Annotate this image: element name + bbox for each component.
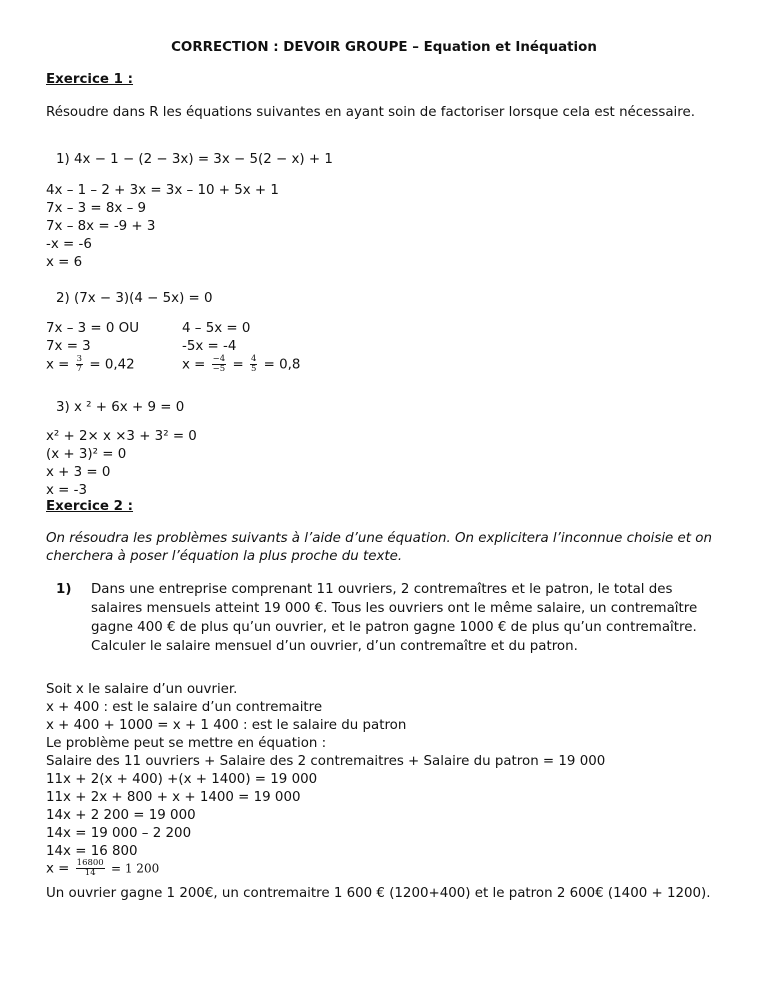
- exercise-2-heading: Exercice 2 :: [46, 499, 134, 514]
- solution-line: 11x + 2x + 800 + x + 1400 = 19 000: [46, 790, 301, 805]
- q2-left-result: x = $\frac{3}{7}$ = 0,42: [46, 354, 135, 374]
- question-1: 1) 4x − 1 − (2 − 3x) = 3x − 5(2 − x) + 1: [56, 152, 333, 167]
- document-title: CORRECTION : DEVOIR GROUPE – Equation et Inéquation: [171, 40, 597, 55]
- q2-left-step: 7x – 3 = 0 OU: [46, 321, 140, 336]
- problem-1-text: Dans une entreprise comprenant 11 ouvriers, 2 contremaîtres et le patron, le total des salaires mensuels atteint 19 000 €. Tous les ouvriers ont le même salaire, un contremaître gagne 400 € de plus qu’un ouvrier, et le patron gagne 1000 € de plus qu’un contremaître. Calculer le salaire mensuel d’un ouvrier, d’un contremaître et du patron.: [91, 582, 698, 654]
- q1-step: 4x – 1 – 2 + 3x = 3x – 10 + 5x + 1: [46, 183, 279, 198]
- q3-step: x = -3: [46, 483, 88, 498]
- q3-step: x² + 2× x ×3 + 3² = 0: [46, 429, 197, 444]
- exercise-1-heading: Exercice 1 :: [46, 72, 134, 87]
- fraction: $\frac{-4}{-5}$: [212, 354, 226, 374]
- conclusion: Un ouvrier gagne 1 200€, un contremaitre 1 600 € (1200+400) et le patron 2 600€ (1400 + 1200).: [46, 886, 711, 901]
- fraction: $\frac{4}{5}$: [250, 354, 257, 374]
- solution-line: x + 400 + 1000 = x + 1 400 : est le salaire du patron: [46, 718, 407, 733]
- fraction: $\frac{3}{7}$: [76, 354, 83, 374]
- q2-right-result: x = $\frac{-4}{-5}$ = $\frac{4}{5}$ = 0,8: [182, 354, 301, 374]
- solution-line: 14x + 2 200 = 19 000: [46, 808, 196, 823]
- solution-line: Le problème peut se mettre en équation :: [46, 736, 327, 751]
- q2-left-step: 7x = 3: [46, 339, 91, 354]
- solution-line: Salaire des 11 ouvriers + Salaire des 2 contremaitres + Salaire du patron = 19 000: [46, 754, 606, 769]
- q1-step: 7x – 8x = -9 + 3: [46, 219, 156, 234]
- fraction: $\frac{16800}{14}$: [76, 858, 104, 878]
- q2-right-step: -5x = -4: [182, 339, 237, 354]
- problem-1: [56, 580, 724, 656]
- q1-step: -x = -6: [46, 237, 92, 252]
- q1-step: x = 6: [46, 255, 83, 270]
- solution-line: x + 400 : est le salaire d’un contremaitre: [46, 700, 323, 715]
- question-2: 2) (7x − 3)(4 − 5x) = 0: [56, 291, 213, 306]
- solution-line: 14x = 16 800: [46, 844, 138, 859]
- q2-right-step: 4 – 5x = 0: [182, 321, 251, 336]
- solution-line: 14x = 19 000 – 2 200: [46, 826, 192, 841]
- question-3: 3) x ² + 6x + 9 = 0: [56, 400, 185, 415]
- solution-line: 11x + 2(x + 400) +(x + 1400) = 19 000: [46, 772, 318, 787]
- q3-step: (x + 3)² = 0: [46, 447, 127, 462]
- exercise-1-intro: Résoudre dans R les équations suivantes en ayant soin de factoriser lorsque cela est nécessaire.: [46, 105, 695, 120]
- q1-step: 7x – 3 = 8x – 9: [46, 201, 147, 216]
- q3-step: x + 3 = 0: [46, 465, 111, 480]
- exercise-2-intro: On résoudra les problèmes suivants à l’aide d’une équation. On explicitera l’inconnue choisie et on cherchera à poser l’équation la plus proche du texte.: [46, 531, 712, 564]
- final-result: x = $\frac{16800}{14}$ = 1 200: [46, 858, 160, 878]
- problem-1-number: 1): [56, 582, 72, 597]
- solution-line: Soit x le salaire d’un ouvrier.: [46, 682, 238, 697]
